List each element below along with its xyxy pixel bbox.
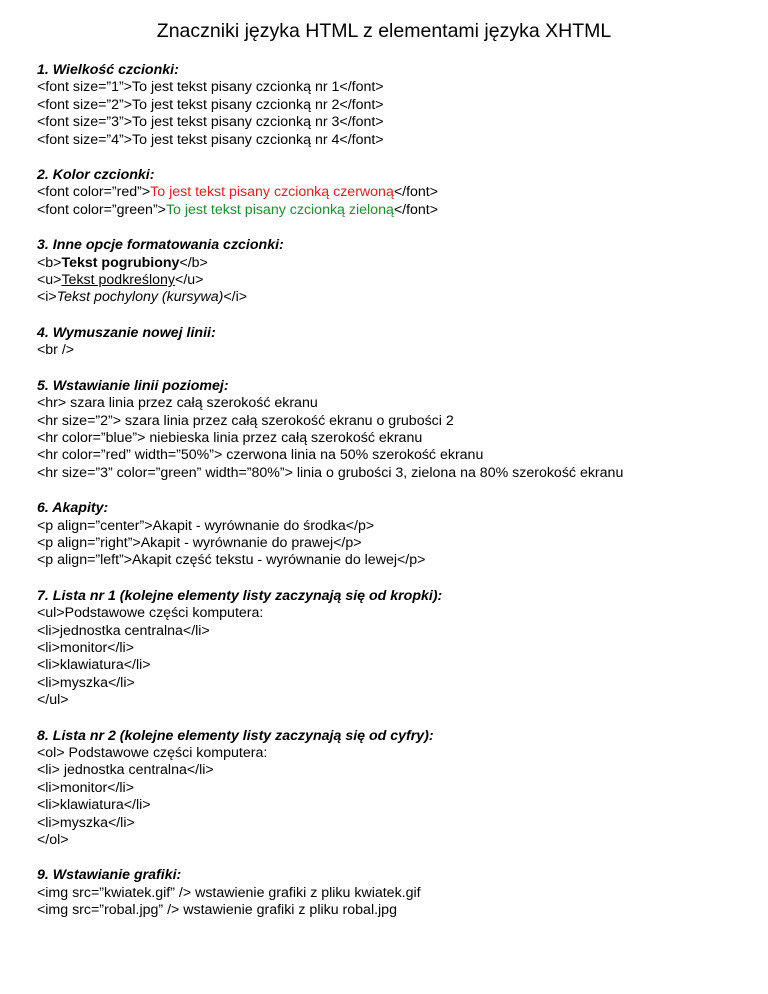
code-line: <li>myszka</li> (37, 674, 135, 691)
section-heading: 3. Inne opcje formatowania czcionki: (37, 237, 284, 254)
code-line: <li>myszka</li> (37, 814, 135, 831)
code-line: <li>klawiatura</li> (37, 797, 151, 814)
code-line: </ol> (37, 832, 69, 849)
code-line (37, 184, 762, 201)
section-heading: 6. Akapity: (37, 500, 109, 517)
code-line: <ol> Podstawowe części komputera: (37, 745, 268, 761)
code-line: <br /> (37, 342, 75, 359)
code-line: <ul>Podstawowe części komputera: (37, 605, 264, 622)
underline-sample-text: Tekst podkreślony (61, 272, 176, 289)
code-line: <p align=”right”>Akapit - wyrównanie do prawej</p> (37, 534, 362, 551)
section-unordered-list (37, 588, 762, 710)
page-title: Znaczniki języka HTML z elementami języka XHTML (156, 20, 612, 42)
section-line-break (37, 325, 762, 360)
code-line: <hr> szara linia przez całą szerokość ekranu (37, 395, 318, 412)
section-font-color (37, 167, 762, 219)
code-line: <hr size=”3” color=”green” width=”80%”> linia o grubości 3, zielona na 80% szerokość ekranu (37, 464, 624, 481)
tag-open: <b> (37, 254, 62, 271)
code-line: <hr size=”2”> szara linia przez całą szerokość ekranu o grubości 2 (37, 412, 454, 429)
italic-sample-text: Tekst pochylony (kursywa) (56, 289, 224, 306)
code-line (37, 255, 762, 272)
code-line: <li>monitor</li> (37, 779, 134, 796)
code-line: <hr color=”red” width=”50%”> czerwona linia na 50% szerokość ekranu (37, 447, 484, 464)
section-heading: 9. Wstawianie grafiki: (37, 867, 182, 884)
tag-open: <u> (37, 272, 62, 289)
red-sample-text: To jest tekst pisany czcionką czerwoną (150, 184, 394, 201)
section-heading: 1. Wielkość czcionki: (37, 62, 179, 78)
code-line: <font size=”4”>To jest tekst pisany czcionką nr 4</font> (37, 131, 384, 148)
section-heading: 5. Wstawianie linii poziomej: (37, 377, 229, 394)
code-line: <li>jednostka centralna</li> (37, 622, 210, 639)
tag-close: </font> (393, 184, 439, 201)
code-line: <font size=”2”>To jest tekst pisany czcionką nr 2</font> (37, 96, 384, 113)
section-heading: 4. Wymuszanie nowej linii: (37, 324, 216, 341)
code-line: <p align=”center”>Akapit - wyrównanie do środka</p> (37, 517, 375, 534)
tag-close: </u> (175, 272, 204, 289)
tag-close: </font> (393, 201, 439, 218)
document-body (37, 62, 762, 938)
tag-close: </b> (179, 254, 208, 271)
section-heading: 8. Lista nr 2 (kolejne elementy listy zaczynają się od cyfry): (37, 727, 434, 744)
tag-close: </i> (223, 289, 248, 306)
section-heading: 2. Kolor czcionki: (37, 167, 155, 184)
code-line: <font size=”1”>To jest tekst pisany czcionką nr 1</font> (37, 79, 384, 96)
section-heading: 7. Lista nr 1 (kolejne elementy listy zaczynają się od kropki): (37, 587, 443, 604)
code-line: <img src=”robal.jpg” /> wstawienie grafiki z pliku robal.jpg (37, 902, 397, 919)
section-paragraphs (37, 500, 762, 570)
code-line: <img src=”kwiatek.gif” /> wstawienie grafiki z pliku kwiatek.gif (37, 884, 421, 901)
tag-open: <i> (37, 289, 57, 306)
code-line (37, 289, 762, 306)
code-line (37, 272, 762, 289)
tag-open: <font color=”green”> (37, 201, 166, 218)
tag-open: <font color=”red”> (37, 184, 151, 201)
section-font-formatting (37, 237, 762, 307)
code-line: <font size=”3”>To jest tekst pisany czcionką nr 3</font> (37, 114, 384, 131)
bold-sample-text: Tekst pogrubiony (61, 254, 180, 271)
code-line: <li>klawiatura</li> (37, 657, 151, 674)
section-images (37, 867, 762, 919)
code-line: <hr color=”blue”> niebieska linia przez całą szerokość ekranu (37, 429, 423, 446)
section-horizontal-rule (37, 378, 762, 482)
code-line: <p align=”left”>Akapit część tekstu - wyrównanie do lewej</p> (37, 552, 426, 569)
section-font-size (37, 62, 762, 149)
code-line (37, 202, 762, 219)
code-line: <li> jednostka centralna</li> (37, 762, 214, 779)
code-line: </ul> (37, 692, 69, 709)
green-sample-text: To jest tekst pisany czcionką zieloną (165, 201, 394, 218)
section-ordered-list (37, 728, 762, 850)
code-line: <li>monitor</li> (37, 639, 134, 656)
